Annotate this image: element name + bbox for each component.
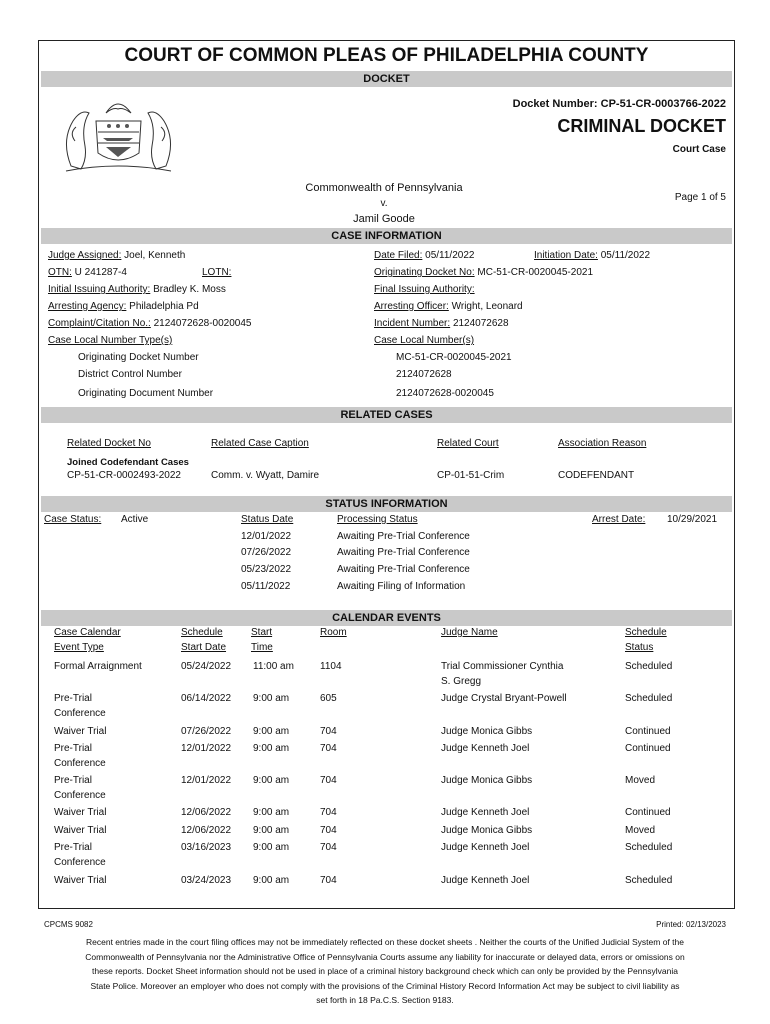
event-type-header: Case Calendar bbox=[54, 627, 121, 638]
docket-band: DOCKET bbox=[41, 71, 732, 87]
criminal-docket-heading: CRIMINAL DOCKET bbox=[557, 116, 726, 136]
initial-auth-label: Initial Issuing Authority: bbox=[48, 284, 151, 295]
calendar-cell-event: Waiver Trial bbox=[54, 726, 107, 737]
judge-label: Judge Assigned: bbox=[48, 250, 122, 261]
calendar-cell-event-line2: Conference bbox=[54, 708, 106, 719]
calendar-cell-room: 605 bbox=[320, 693, 337, 704]
calendar-cell-time: 9:00 am bbox=[253, 743, 290, 754]
calendar-cell-status: Continued bbox=[625, 807, 671, 818]
arresting-agency-value: Philadelphia Pd bbox=[129, 301, 199, 312]
calendar-cell-room: 704 bbox=[320, 726, 337, 737]
judge-assigned bbox=[48, 250, 185, 261]
printed-date: Printed: 02/13/2023 bbox=[656, 920, 726, 929]
processing-status-header: Processing Status bbox=[337, 514, 418, 525]
local-row-number: 2124072628 bbox=[396, 369, 452, 380]
calendar-cell-room: 704 bbox=[320, 842, 337, 853]
initial-auth-value: Bradley K. Moss bbox=[153, 284, 226, 295]
case-type: Court Case bbox=[672, 144, 726, 155]
calendar-cell-time: 9:00 am bbox=[253, 807, 290, 818]
page-indicator: Page 1 of 5 bbox=[674, 192, 726, 203]
calendar-cell-judge: Judge Crystal Bryant-Powell bbox=[441, 693, 567, 704]
arresting-officer-label: Arresting Officer: bbox=[374, 301, 449, 312]
joined-codefendant-label: Joined Codefendant Cases bbox=[67, 457, 189, 468]
status-row-date: 05/23/2022 bbox=[241, 564, 292, 575]
related-caption-header: Related Case Caption bbox=[211, 438, 309, 449]
arresting-officer-value: Wright, Leonard bbox=[451, 301, 523, 312]
calendar-cell-judge: Judge Monica Gibbs bbox=[441, 825, 533, 836]
complaint-value: 2124072628-0020045 bbox=[153, 318, 252, 329]
calendar-cell-status: Scheduled bbox=[625, 842, 673, 853]
date-filed-label: Date Filed: bbox=[374, 250, 423, 261]
local-row-type: Originating Document Number bbox=[78, 388, 214, 399]
case-status-label: Case Status: bbox=[44, 514, 102, 525]
calendar-cell-room: 704 bbox=[320, 775, 337, 786]
incident-value: 2124072628 bbox=[452, 318, 509, 329]
judge-name-header: Judge Name bbox=[441, 627, 498, 638]
orig-docket-label: Originating Docket No: bbox=[374, 267, 475, 278]
calendar-cell-judge: Judge Kenneth Joel bbox=[441, 842, 530, 853]
calendar-cell-time: 9:00 am bbox=[253, 842, 290, 853]
pennsylvania-seal-icon bbox=[51, 91, 186, 176]
initiation-value: 05/11/2022 bbox=[600, 250, 651, 261]
final-issuing-authority: Final Issuing Authority: bbox=[374, 284, 475, 295]
initiation-label: Initiation Date: bbox=[534, 250, 598, 261]
arresting-agency-label: Arresting Agency: bbox=[48, 301, 127, 312]
initiation-date bbox=[534, 250, 650, 261]
calendar-cell-date: 12/01/2022 bbox=[181, 743, 232, 754]
calendar-cell-time: 9:00 am bbox=[253, 775, 290, 786]
arrest-date-label: Arrest Date: bbox=[592, 514, 646, 525]
arrest-date-value: 10/29/2021 bbox=[667, 514, 718, 525]
calendar-cell-room: 704 bbox=[320, 825, 337, 836]
calendar-cell-time: 9:00 am bbox=[253, 825, 290, 836]
related-docket-value: CP-51-CR-0002493-2022 bbox=[67, 470, 181, 481]
calendar-cell-date: 03/16/2023 bbox=[181, 842, 232, 853]
case-information-band: CASE INFORMATION bbox=[41, 228, 732, 244]
calendar-cell-date: 12/06/2022 bbox=[181, 807, 232, 818]
otn bbox=[48, 267, 127, 278]
form-id: CPCMS 9082 bbox=[44, 920, 93, 929]
schedule-status-header: Schedule bbox=[625, 627, 667, 638]
calendar-cell-judge: Trial Commissioner Cynthia bbox=[441, 661, 564, 672]
status-row-date: 07/26/2022 bbox=[241, 547, 292, 558]
calendar-cell-date: 07/26/2022 bbox=[181, 726, 232, 737]
calendar-events-band: CALENDAR EVENTS bbox=[41, 610, 732, 626]
calendar-cell-status: Scheduled bbox=[625, 875, 673, 886]
calendar-cell-time: 11:00 am bbox=[253, 661, 294, 672]
calendar-cell-room: 704 bbox=[320, 807, 337, 818]
status-information-band: STATUS INFORMATION bbox=[41, 496, 732, 512]
calendar-cell-judge: Judge Kenneth Joel bbox=[441, 807, 530, 818]
calendar-cell-time: 9:00 am bbox=[253, 875, 290, 886]
calendar-cell-event: Waiver Trial bbox=[54, 807, 107, 818]
calendar-cell-judge-line2: S. Gregg bbox=[441, 676, 482, 687]
calendar-cell-judge: Judge Kenneth Joel bbox=[441, 875, 530, 886]
calendar-cell-event: Pre-Trial bbox=[54, 842, 92, 853]
incident-number bbox=[374, 318, 509, 329]
event-type-header: Event Type bbox=[54, 642, 104, 653]
calendar-cell-date: 12/01/2022 bbox=[181, 775, 232, 786]
case-local-numbers-label: Case Local Number(s) bbox=[374, 335, 475, 346]
calendar-cell-time: 9:00 am bbox=[253, 726, 290, 737]
complaint-citation bbox=[48, 318, 252, 329]
docket-number: Docket Number: CP-51-CR-0003766-2022 bbox=[512, 98, 726, 110]
calendar-cell-event: Formal Arraignment bbox=[54, 661, 142, 672]
association-reason-header: Association Reason bbox=[558, 438, 647, 449]
status-row-date: 12/01/2022 bbox=[241, 531, 292, 542]
status-row-status: Awaiting Pre-Trial Conference bbox=[337, 547, 470, 558]
schedule-status-header: Status bbox=[625, 642, 654, 653]
local-row-type: Originating Docket Number bbox=[78, 352, 199, 363]
calendar-cell-status: Moved bbox=[625, 775, 656, 786]
calendar-cell-time: 9:00 am bbox=[253, 693, 290, 704]
calendar-cell-date: 03/24/2023 bbox=[181, 875, 232, 886]
calendar-cell-event-line2: Conference bbox=[54, 857, 106, 868]
date-filed bbox=[374, 250, 474, 261]
disclaimer-text: Recent entries made in the court filing offices may not be immediately reflected on these docket sheets . Neither the courts of the Unified Judicial System of the Commonwealth of Pennsylvania nor the Administrative Office of Pennsylvania Courts assume any liability for inaccurate or delayed data, errors or omissions on these reports. Docket Sheet information should not be used in place of a criminal history background check which can only be provided by the Pennsylvania State Police. Moreover an employer who does not comply with the provisions of the Criminal History Record Information Act may be subject to civil liability as set forth in 18 Pa.C.S. Section 9183. bbox=[85, 937, 685, 1005]
calendar-cell-status: Scheduled bbox=[625, 661, 673, 672]
arresting-agency bbox=[48, 301, 199, 312]
local-row-number: 2124072628-0020045 bbox=[396, 388, 494, 399]
court-title: COURT OF COMMON PLEAS OF PHILADELPHIA COUNTY bbox=[124, 45, 649, 66]
caption-line-2: v. bbox=[380, 198, 388, 209]
calendar-cell-event: Pre-Trial bbox=[54, 693, 92, 704]
local-row-type: District Control Number bbox=[78, 369, 182, 380]
case-local-number-types-label: Case Local Number Type(s) bbox=[48, 335, 173, 346]
complaint-label: Complaint/Citation No.: bbox=[48, 318, 151, 329]
caption-line-3: Jamil Goode bbox=[353, 213, 415, 225]
start-time-header: Time bbox=[251, 642, 273, 653]
calendar-cell-date: 12/06/2022 bbox=[181, 825, 232, 836]
status-date-header: Status Date bbox=[241, 514, 294, 525]
start-time-header: Start bbox=[251, 627, 273, 638]
calendar-cell-event-line2: Conference bbox=[54, 790, 106, 801]
calendar-cell-date: 06/14/2022 bbox=[181, 693, 232, 704]
incident-label: Incident Number: bbox=[374, 318, 451, 329]
otn-value: U 241287-4 bbox=[74, 267, 127, 278]
orig-docket-value: MC-51-CR-0020045-2021 bbox=[477, 267, 594, 278]
related-court-header: Related Court bbox=[437, 438, 499, 449]
lotn-label: LOTN: bbox=[202, 267, 232, 278]
docket-frame bbox=[38, 40, 735, 909]
status-row-status: Awaiting Pre-Trial Conference bbox=[337, 531, 470, 542]
calendar-cell-status: Continued bbox=[625, 743, 671, 754]
judge-value: Joel, Kenneth bbox=[124, 250, 186, 261]
calendar-cell-event: Waiver Trial bbox=[54, 875, 107, 886]
case-status-value: Active bbox=[121, 514, 149, 525]
calendar-cell-event-line2: Conference bbox=[54, 758, 106, 769]
date-filed-value: 05/11/2022 bbox=[425, 250, 475, 261]
related-cases-band: RELATED CASES bbox=[41, 407, 732, 423]
calendar-cell-event: Pre-Trial bbox=[54, 775, 92, 786]
local-row-number: MC-51-CR-0020045-2021 bbox=[396, 352, 512, 363]
calendar-cell-event: Pre-Trial bbox=[54, 743, 92, 754]
related-caption-value: Comm. v. Wyatt, Damire bbox=[211, 470, 320, 481]
otn-label: OTN: bbox=[48, 267, 72, 278]
arresting-officer bbox=[374, 301, 523, 312]
calendar-cell-room: 704 bbox=[320, 875, 337, 886]
calendar-cell-judge: Judge Kenneth Joel bbox=[441, 743, 530, 754]
status-row-date: 05/11/2022 bbox=[241, 581, 291, 592]
related-docket-header: Related Docket No bbox=[67, 438, 151, 449]
calendar-cell-judge: Judge Monica Gibbs bbox=[441, 775, 533, 786]
calendar-cell-judge: Judge Monica Gibbs bbox=[441, 726, 533, 737]
association-reason-value: CODEFENDANT bbox=[558, 470, 635, 481]
initial-issuing-authority bbox=[48, 284, 226, 295]
related-court-value: CP-01-51-Crim bbox=[437, 470, 505, 481]
calendar-cell-status: Scheduled bbox=[625, 693, 673, 704]
calendar-cell-room: 704 bbox=[320, 743, 337, 754]
status-row-status: Awaiting Filing of Information bbox=[337, 581, 466, 592]
calendar-cell-event: Waiver Trial bbox=[54, 825, 107, 836]
calendar-cell-status: Continued bbox=[625, 726, 671, 737]
status-row-status: Awaiting Pre-Trial Conference bbox=[337, 564, 470, 575]
room-header: Room bbox=[320, 627, 347, 638]
caption-line-1: Commonwealth of Pennsylvania bbox=[305, 182, 463, 194]
start-date-header: Schedule bbox=[181, 627, 223, 638]
originating-docket bbox=[374, 267, 593, 278]
start-date-header: Start Date bbox=[181, 642, 227, 653]
calendar-cell-status: Moved bbox=[625, 825, 656, 836]
calendar-cell-room: 1104 bbox=[320, 661, 342, 672]
calendar-cell-date: 05/24/2022 bbox=[181, 661, 232, 672]
